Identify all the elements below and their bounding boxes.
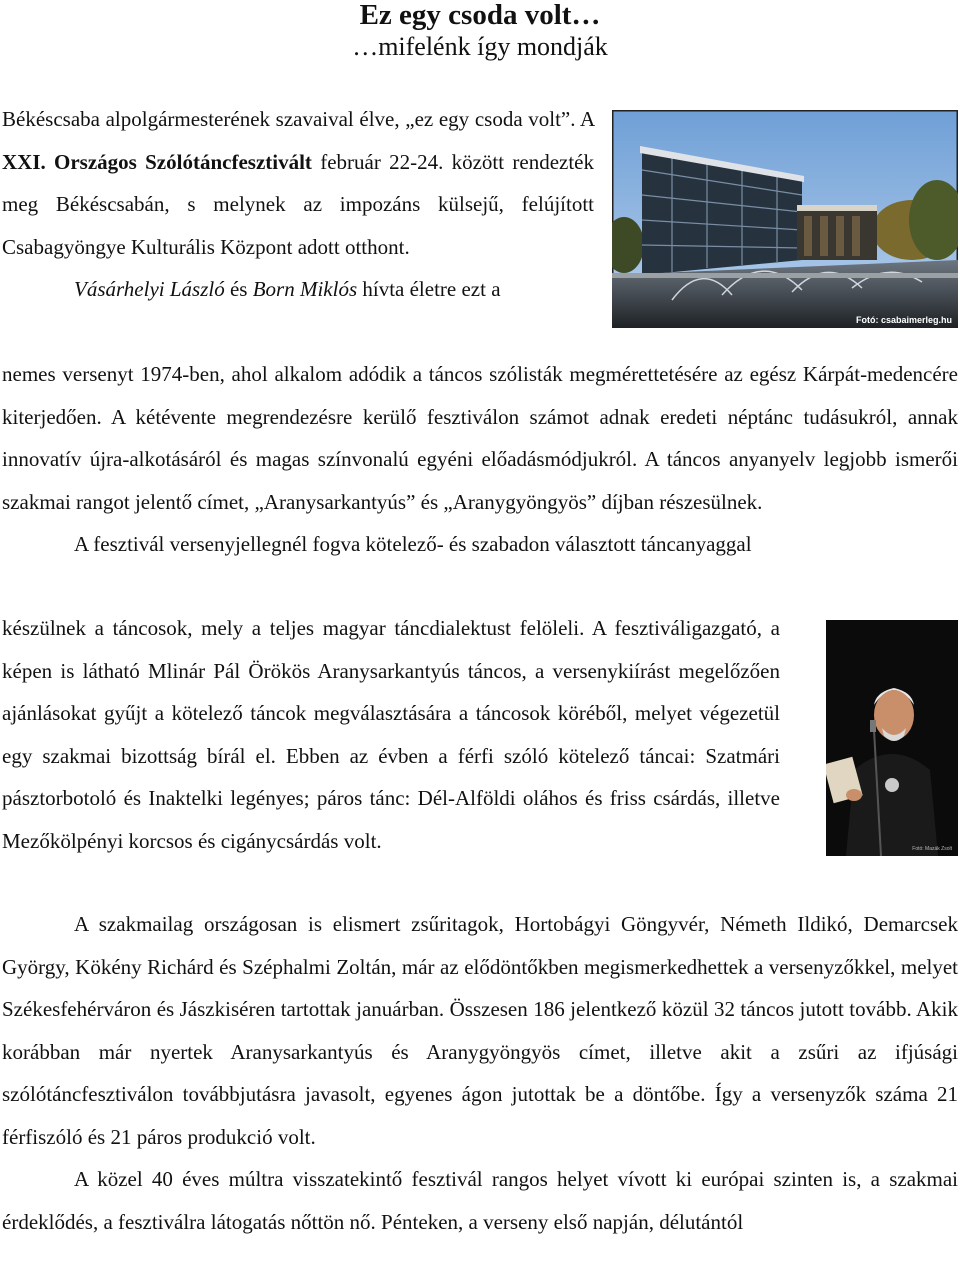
text-column-bottom <box>2 903 958 1243</box>
paragraph-festival-history: nemes versenyt 1974-ben, ahol alkalom adódik a táncos szólisták megmérettetésére az egész Kárpát-medencére kiterjedően. A kétévente megrendezésre kerülő fesztiválon számot adnak eredeti néptánc tudásukról, annak innovatív újra-alkotásáról és magas színvonalú egyéni előadásmódjukról. A táncos anyanyelv legjobb ismerői szakmai rangot jelentő címet, „Aranysarkantyús” és „Aranygyöngyös” díjban részesülnek. <box>2 362 958 514</box>
culture-center-photo <box>612 110 958 328</box>
paragraph-closing: A közel 40 éves múltra visszatekintő fesztivál rangos helyet vívott ki európai szinten is, a szakmai érdeklődés, a fesztiválra látogatás nőttön nő. Pénteken, a verseny első napján, délutántól <box>2 1167 958 1234</box>
paragraph-program: készülnek a táncosok, mely a teljes magyar táncdialektust felöleli. A fesztiváligazgató, a képen is látható Mlinár Pál Örökös Aranysarkantyús táncos, a versenykiírást megelőzően ajánlásokat gyűjt a kötelező táncok megválasztására a táncosok köréből, melyet végezetül egy szakmai bizottság bírál el. Ebben az évben a férfi szóló kötelező táncai: Szatmári pásztorbotoló és Inaktelki legényes; páros tánc: Dél-Alföldi oláhos és friss csárdás, illetve Mezőkölpényi korcsos és cigánycsárdás volt. <box>2 616 780 853</box>
text-column-lower <box>2 607 780 862</box>
photo-credit: Fotó: csabaimerleg.hu <box>855 315 952 325</box>
paragraph-founders-line: Vásárhelyi László és Born Miklós hívta életre ezt a <box>74 277 501 301</box>
paragraph-jury: A szakmailag országosan is elismert zsűritagok, Hortobágyi Göngyvér, Németh Ildikó, Demarcsek György, Kökény Richárd és Széphalmi Zoltán, már az elődöntőkben megismerkedhettek a versenyzőkkel, melyet Székesfehérváron és Jászkiséren tartottak januárban. Összesen 186 jelentkező közül 32 táncos jutott tovább. Akik korábban már nyertek Aranysarkantyús és Aranygyöngyös címet, illetve akit a zsűri az ifjúsági szólótáncfesztiválon továbbjutásra javasolt, egyenes ágon jutottak be a döntőbe. Így a versenyzők száma 21 férfiszóló és 21 páros produkció volt. <box>2 912 958 1149</box>
portrait-photo-credit: Fotó: Mazák Zsolt <box>912 846 952 852</box>
article-title: Ez egy csoda volt… <box>359 0 601 31</box>
paragraph-program-first-line: A fesztivál versenyjellegnél fogva kötelező- és szabadon választott táncanyaggal <box>74 532 752 556</box>
text-column-top <box>2 98 594 311</box>
paragraph-intro: Békéscsaba alpolgármesterének szavaival élve, „ez egy csoda volt”. A XXI. Országos Szólótáncfesztivált február 22-24. között rendezték meg Békéscsabán, s melynek az impozáns külsejű, felújított Csabagyöngye Kulturális Központ adott otthont. <box>2 107 594 259</box>
text-column-middle <box>2 353 958 566</box>
article-subtitle: …mifelénk így mondják <box>352 32 608 61</box>
director-portrait-photo <box>826 620 958 856</box>
